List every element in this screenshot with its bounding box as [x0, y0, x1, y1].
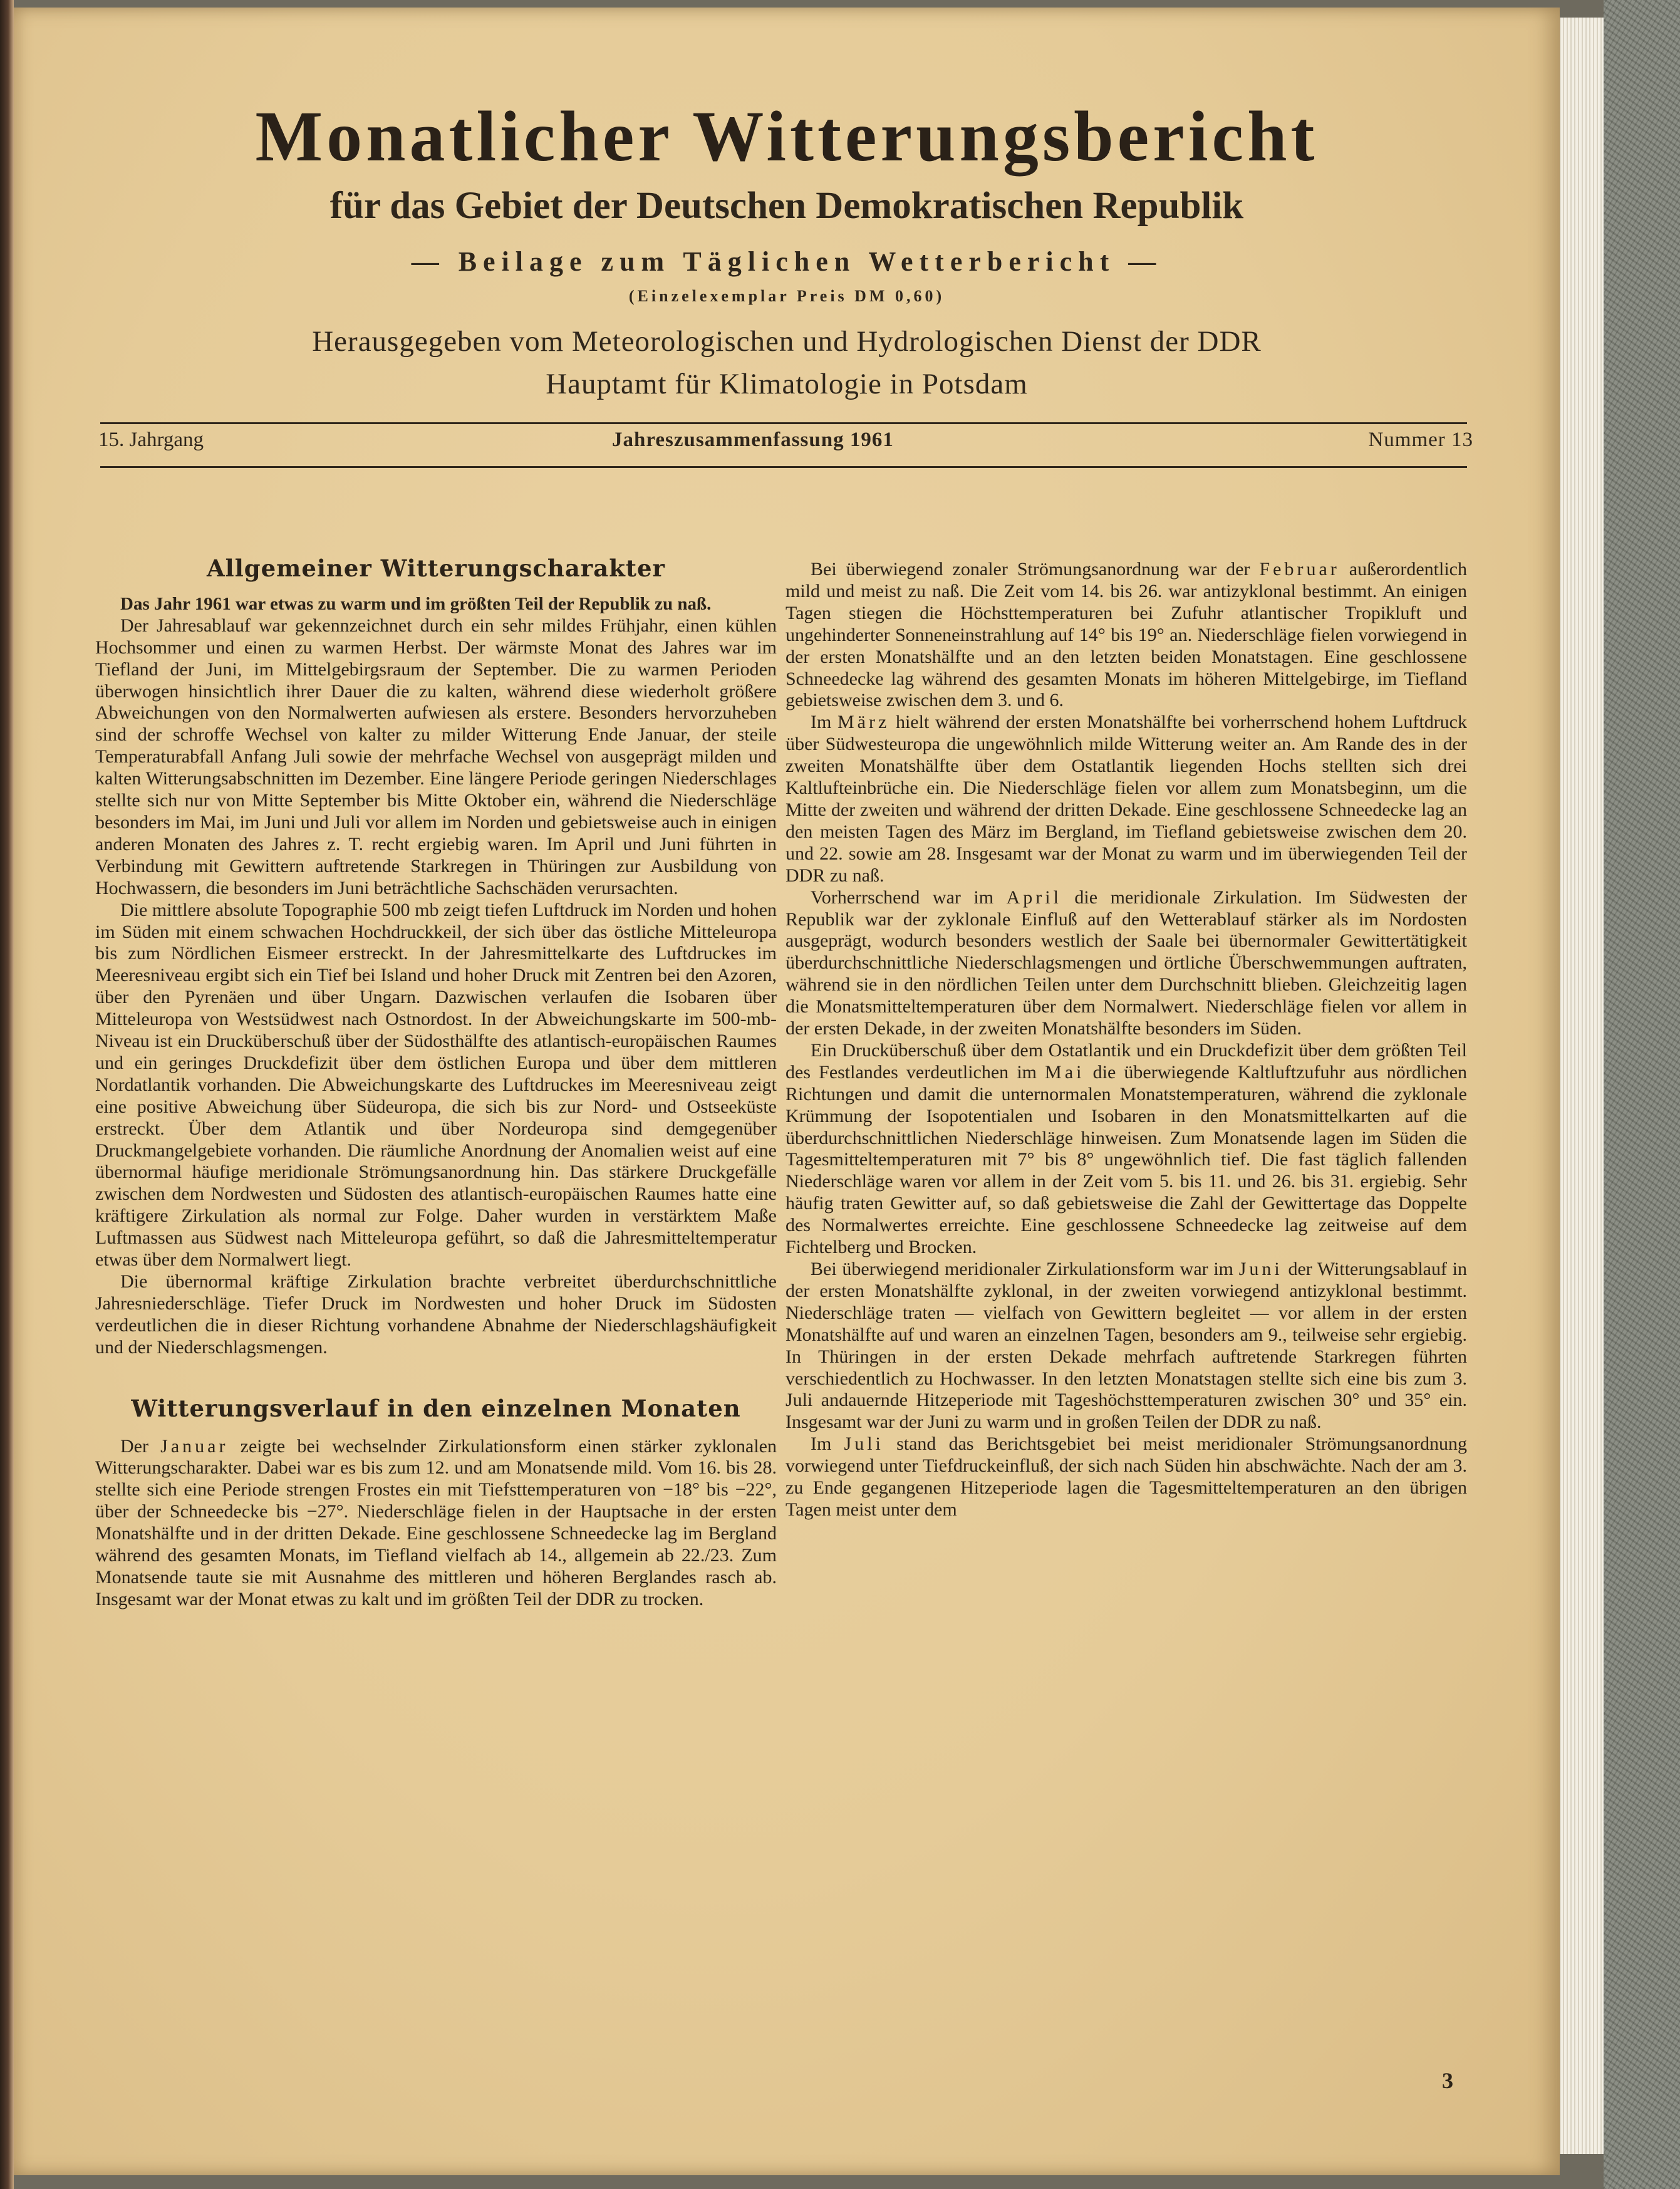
month-name: Januar — [160, 1435, 229, 1457]
paragraph-march — [786, 712, 1467, 887]
text: Der — [120, 1435, 148, 1457]
paragraph-january — [95, 1436, 777, 1611]
text: Ein Drucküberschuß über dem Ostatlantik und ein Druckdefizit über dem größten Teil des Festlandes verdeutlichen im — [786, 1039, 1467, 1083]
text: die überwiegende Kaltluftzufuhr aus nördlichen Richtungen und damit die unternormalen Monatstemperaturen, während die zyklonale Krümmung der Isopotentialen und Isobaren in den Monatsmittelkarten auf die überdurchschnittlichen Niederschläge hinweisen. Zum Monatsende lagen im Süden die Tagesmitteltemperaturen mit 7° bis 8° ungewöhnlich tief. Die fast täglich fallenden Niederschläge waren vor allem in der Zeit vom 5. bis 11. und 26. bis 31. ergiebig. Sehr häufig traten Gewitter auf, so daß gebietsweise die Zahl der Gewittertage das Doppelte des Normalwertes erreichte. Eine geschlossene Schneedecke lag zeitweise auf dem Fichtelberg und Brocken. — [786, 1061, 1468, 1258]
month-name: März — [837, 712, 890, 733]
text: zeigte bei wechselnder Zirkulationsform einen stärker zyklonalen Witterungscharakter. Dabei war es bis zum 12. und am Monatsende mild. Vom 16. bis 28. stellte sich eine Periode strengen Frostes ein mit Tiefsttemperaturen von −18° bis −22°, über der Schneedecke bis −27°. Niederschläge fielen in der Hauptsache in der ersten Monatshälfte und in der dritten Dekade. Eine geschlossene Schneedecke lag im Bergland während des gesamten Monats, im Tiefland vielfach ab 14., allgemein ab 22./23. Zum Monatsende taute sie mit Ausnahme des mittleren und höheren Berglandes rasch ab. Insgesamt war der Monat etwas zu kalt und im größten Teil der DDR zu trocken. — [95, 1435, 777, 1609]
paragraph-june — [786, 1259, 1467, 1433]
text: hielt während der ersten Monatshälfte bei vorherrschend hohem Luftdruck über Südwesteuropa die ungewöhnlich milde Witterung weiter an. Am Rande des in der zweiten Monatshälfte über dem Ostatlantik liegenden Hochs stellten sich drei Kaltlufteinbrüche ein. Die Niederschläge fielen vor allem zum Monatsbeginn, um die Mitte der zweiten und während der dritten Dekade. Eine geschlossene Schneedecke lag an den meisten Tagen des März im Bergland, im Tiefland gebietsweise zwischen dem 20. und 22. sowie am 28. Insgesamt war der Monat zu warm und im überwiegenden Teil der DDR zu naß. — [786, 712, 1468, 886]
masthead-title: Monatlicher Witterungsbericht — [255, 96, 1319, 176]
document-page — [14, 8, 1560, 2175]
text: Im — [811, 1433, 832, 1455]
paragraph-may — [786, 1040, 1467, 1259]
column-left — [95, 554, 777, 1611]
paragraph: Die übernormal kräftige Zirkulation brachte verbreitet überdurchschnittliche Jahresniederschläge. Tiefer Druck im Nordwesten und hoher Druck im Südosten verdeutlichen die in dieser Richtung vorhandene Abnahme der Niederschlagshäufigkeit und der Niederschlagsmengen. — [95, 1271, 777, 1358]
issue-edition: Jahreszusammenfassung 1961 — [612, 429, 894, 451]
text: außerordentlich mild und meist zu naß. Die Zeit vom 14. bis 26. war antizyklonal bestimmt. An einigen Tagen stiegen die Höchsttemperaturen bei Zufuhr atlantischer Tropikluft und ungehinderter Sonneneinstrahlung auf 14° bis 19° an. Niederschläge fielen vorwiegend in der ersten Monatshälfte und an den letzten beiden Monatstagen. Eine geschlossene Schneedecke lag während des gesamten Monats im höheren Mittelgebirge, im Tiefland gebietsweise zwischen dem 3. und 6. — [786, 559, 1467, 711]
paragraph-july — [786, 1433, 1467, 1521]
text: der Witterungsablauf in der ersten Monatshälfte zyklonal, in der zweiten vorwiegend antizyklonal bestimmt. Niederschläge traten — vielfach von Gewittern begleitet — vor allem in der ersten Monatshälfte auf und waren an einzelnen Tagen, besonders am 9., teilweise sehr ergiebig. In Thüringen in der ersten Dekade mehrfach auftretende Starkregen führten verschiedentlich zu Hochwasser. In den letzten Monatstagen stellte sich eine bis zum 3. Juli andauernde Hitzeperiode mit Tageshöchsttemperaturen zwischen 30° und 35° ein. Insgesamt war der Juni zu warm und in großen Teilen der DDR zu naß. — [786, 1259, 1468, 1433]
paragraph-april — [786, 887, 1467, 1040]
masthead-price: (Einzelexemplar Preis DM 0,60) — [628, 287, 945, 305]
text: stand das Berichtsgebiet bei meist meridionaler Strömungsanordnung vorwiegend unter Tiefdruckeinfluß, der sich nach Süden hin abschwächte. Nach der am 3. zu Ende gegangenen Hitzeperiode lagen die Tagesmitteltemperaturen an den übrigen Tagen meist unter dem — [786, 1433, 1467, 1520]
page-number: 3 — [1442, 2068, 1453, 2093]
paragraph: Die mittlere absolute Topographie 500 mb zeigt tiefen Luftdruck im Norden und hohen im Süden mit einem schwachen Hochdruckkeil, der sich über das östliche Mitteleuropa bis zum Nördlichen Eismeer erstreckt. In der Jahresmittelkarte des Luftdruckes im Meeresniveau ergibt sich ein Tief bei Island und hoher Druck mit Zentren bei den Azoren, über den Pyrenäen und über Ungarn. Dazwischen verlaufen die Isobaren über Mitteleuropa von Westsüdwest nach Ostnordost. In der Abweichungskarte im 500-mb-Niveau ist ein Drucküberschuß über der Südosthälfte des atlantisch-europäischen Raumes und ein geringes Druckdefizit über dem östlichen Europa und über dem mittleren Nordatlantik vorhanden. Die Abweichungskarte des Luftdruckes im Meeresniveau zeigt eine positive Abweichung über Südeuropa, die sich bis zur Nord- und Ostseeküste erstreckt. Über dem Atlantik und über Nordeuropa sind demgegenüber Druckmangelgebiete vorhanden. Die räumliche Anordnung der Anomalien weist auf eine übernormal häufige meridionale Strömungsanordnung hin. Das stärkere Druckgefälle zwischen dem Nordwesten und Südosten des atlantisch-europäischen Raumes hatte eine kräftigere Zirkulation als normal zur Folge. Daher wurden in verstärktem Maße Luftmassen aus Südwest nach Mitteleuropa geführt, so daß die Jahresmitteltemperatur etwas über dem Normalwert liegt. — [95, 899, 777, 1271]
book-spine — [0, 0, 14, 2189]
month-name: Februar — [1259, 559, 1340, 580]
section-heading-months: Witterungsverlauf in den einzelnen Monaten — [131, 1394, 741, 1422]
page-stack-edge — [1560, 18, 1607, 2154]
masthead-subtitle: für das Gebiet der Deutschen Demokratischen Republik — [329, 185, 1244, 227]
paragraph-february — [786, 559, 1467, 712]
month-name: Mai — [1045, 1061, 1085, 1083]
section-heading-general: Allgemeiner Witterungscharakter — [206, 554, 666, 582]
text: Bei überwiegend zonaler Strömungsanordnung war der — [811, 559, 1250, 580]
book-cover-edge — [1604, 0, 1680, 2189]
header-rule-bottom — [100, 466, 1467, 468]
column-right — [786, 559, 1467, 1521]
text: die meridionale Zirkulation. Im Südwesten der Republik war der zyklonale Einfluß auf den Wetterablauf stärker als im Nordosten ausgeprägt, wodurch besonders westlich der Saale bei übernormaler Gewittertätigkeit überdurchschnittliche Niederschlagsmengen und örtliche Überschwemmungen auftraten, während sie in den nördlichen Teilen unter dem Durchschnitt blieben. Gleichzeitig lagen die Monatsmitteltemperaturen über dem Normalwert. Niederschläge fielen vor allem in der ersten Dekade, in der zweiten Monatshälfte besonders im Süden. — [786, 887, 1468, 1039]
masthead-publisher: Herausgegeben vom Meteorologischen und Hydrologischen Dienst der DDR — [312, 325, 1262, 358]
section-lead: Das Jahr 1961 war etwas zu warm und im größten Teil der Republik zu naß. — [120, 593, 712, 614]
text: Vorherrschend war im — [811, 887, 994, 908]
header-rule-top — [100, 422, 1467, 424]
masthead-office: Hauptamt für Klimatologie in Potsdam — [546, 368, 1028, 400]
month-name: April — [1006, 887, 1062, 908]
masthead-supplement: — Beilage zum Täglichen Wetterbericht — — [411, 246, 1163, 277]
paragraph: Der Jahresablauf war gekennzeichnet durch ein sehr mildes Frühjahr, einen kühlen Hochsommer und einen zu warmen Herbst. Der wärmste Monat des Jahres war im Tiefland der Juni, im Mittelgebirgsraum der September. Die zu warmen Perioden überwogen hinsichtlich ihrer Dauer die zu kalten, während diese wiederholt größere Abweichungen von den Normalwerten aufwiesen als erstere. Besonders hervorzuheben sind der schroffe Wechsel von kalter zu milder Witterung Ende Januar, der steile Temperaturabfall Anfang Juli sowie der mehrfache Wechsel von ausgeprägt milden und kalten Witterungsabschnitten im Dezember. Eine längere Periode geringen Niederschlages stellte sich nur von Mitte September bis Mitte Oktober ein, während die Niederschläge besonders im Mai, im Juni und Juli vor allem im Norden und gebietsweise auch in einigen anderen Monaten des Jahres z. T. recht ergiebig waren. Im April und Juni führten in Verbindung mit Gewittern auftretende Starkregen in Thüringen zur Ausbildung von Hochwassern, die besonders im Juni beträchtliche Sachschäden verursachten. — [95, 615, 777, 898]
text: Bei überwiegend meridionaler Zirkulationsform war im — [811, 1259, 1233, 1279]
month-name: Juni — [1238, 1259, 1283, 1279]
issue-number: Nummer 13 — [1368, 429, 1473, 451]
text: Im — [811, 712, 832, 733]
issue-volume: 15. Jahrgang — [98, 429, 204, 451]
month-name: Juli — [844, 1433, 884, 1455]
